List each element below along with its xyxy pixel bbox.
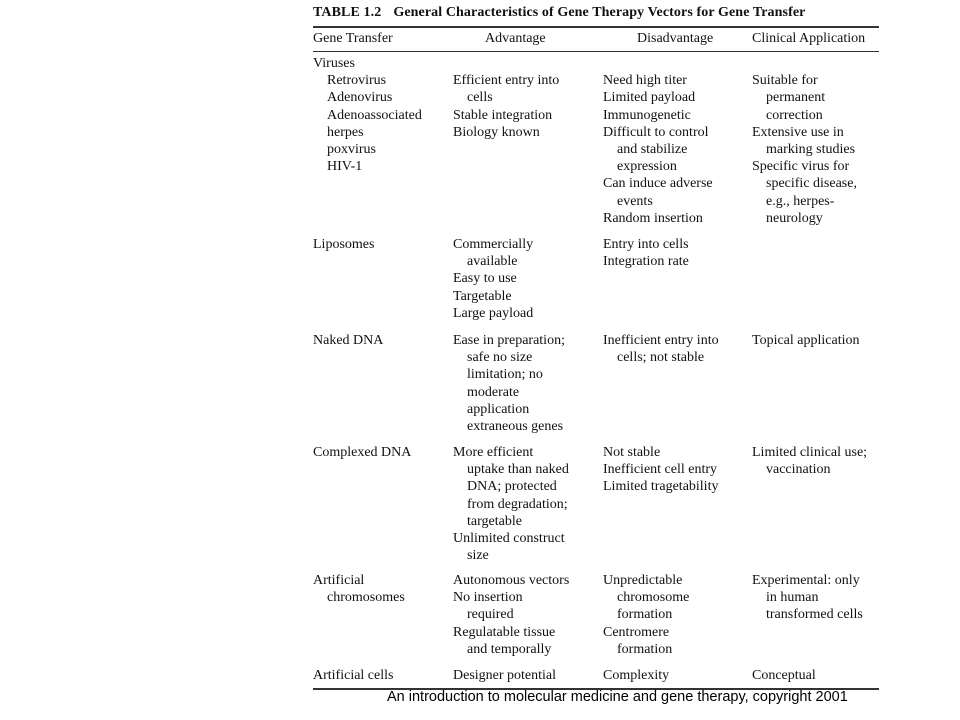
header-rule bbox=[313, 51, 879, 52]
cell-advantage bbox=[453, 332, 598, 435]
cell-line: application bbox=[467, 401, 530, 417]
cell-line: formation bbox=[617, 641, 673, 657]
cell-line: HIV-1 bbox=[327, 159, 363, 175]
cell-gene-transfer bbox=[313, 236, 448, 253]
cell-line: Stable integration bbox=[453, 107, 553, 123]
cell-line: chromosomes bbox=[327, 590, 405, 606]
cell-line bbox=[453, 55, 598, 72]
table-number: TABLE 1.2 bbox=[313, 5, 382, 20]
header-gene-transfer: Gene Transfer bbox=[313, 31, 393, 46]
cell-line: Autonomous vectors bbox=[453, 573, 570, 588]
cell-line: safe no size bbox=[467, 350, 533, 366]
header-disadvantage: Disadvantage bbox=[637, 31, 714, 46]
cell-line: and temporally bbox=[467, 641, 552, 657]
cell-line: extraneous genes bbox=[467, 418, 564, 434]
cell-line: neurology bbox=[766, 210, 823, 226]
cell-gene-transfer bbox=[313, 55, 448, 175]
source-citation: An introduction to molecular medicine and gene therapy, copyright 2001 bbox=[387, 689, 848, 705]
cell-line: chromosome bbox=[617, 590, 690, 606]
cell-disadvantage bbox=[603, 667, 748, 684]
cell-line: Experimental: only bbox=[752, 573, 860, 588]
cell-line: DNA; protected bbox=[467, 479, 557, 495]
cell-line: More efficient bbox=[453, 445, 534, 460]
cell-line: Specific virus for bbox=[752, 159, 850, 175]
cell-line: Unpredictable bbox=[603, 573, 683, 588]
cell-line: permanent bbox=[766, 90, 826, 106]
cell-advantage bbox=[453, 667, 598, 684]
cell-line: Artificial bbox=[313, 573, 365, 588]
cell-disadvantage bbox=[603, 236, 748, 270]
cell-advantage bbox=[453, 55, 598, 141]
cell-advantage bbox=[453, 444, 598, 564]
cell-advantage bbox=[453, 572, 598, 658]
cell-line: expression bbox=[617, 159, 677, 175]
cell-line bbox=[752, 55, 882, 72]
cell-line: Unlimited construct bbox=[453, 530, 565, 546]
cell-line: cells; not stable bbox=[617, 350, 705, 366]
cell-line: Not stable bbox=[603, 445, 661, 460]
cell-line: Efficient entry into bbox=[453, 73, 560, 89]
cell-clinical-application bbox=[752, 332, 882, 349]
cell-line: Suitable for bbox=[752, 73, 818, 89]
header-clinical-application: Clinical Application bbox=[752, 31, 866, 46]
cell-disadvantage bbox=[603, 444, 748, 496]
cell-clinical-application bbox=[752, 572, 882, 624]
cell-clinical-application bbox=[752, 444, 882, 478]
cell-gene-transfer bbox=[313, 667, 448, 684]
cell-disadvantage bbox=[603, 55, 748, 227]
cell-line: herpes bbox=[327, 124, 364, 140]
cell-line: vaccination bbox=[766, 462, 831, 478]
cell-line: Need high titer bbox=[603, 73, 687, 89]
cell-line: No insertion bbox=[453, 590, 523, 606]
cell-line: Extensive use in bbox=[752, 124, 844, 140]
cell-disadvantage bbox=[603, 332, 748, 366]
cell-line: Regulatable tissue bbox=[453, 624, 556, 640]
cell-line: Limited clinical use; bbox=[752, 445, 868, 460]
cell-line: Easy to use bbox=[453, 271, 517, 287]
cell-clinical-application bbox=[752, 55, 882, 227]
header-advantage: Advantage bbox=[485, 31, 546, 46]
cell-line: formation bbox=[617, 607, 673, 623]
cell-line: Random insertion bbox=[603, 210, 703, 226]
cell-line: Ease in preparation; bbox=[453, 333, 565, 348]
cell-line: cells bbox=[467, 90, 493, 106]
cell-line: events bbox=[617, 193, 653, 209]
cell-line: Adenoassociated bbox=[327, 107, 422, 123]
cell-line: Retrovirus bbox=[327, 73, 387, 89]
cell-line: Adenovirus bbox=[327, 90, 393, 106]
cell-line: and stabilize bbox=[617, 141, 688, 157]
cell-line: required bbox=[467, 607, 514, 623]
cell-line: transformed cells bbox=[766, 607, 863, 623]
cell-line: Integration rate bbox=[603, 254, 689, 270]
cell-line: available bbox=[467, 254, 518, 270]
cell-line: e.g., herpes- bbox=[766, 193, 835, 209]
cell-line: Targetable bbox=[453, 288, 512, 304]
cell-disadvantage bbox=[603, 572, 748, 658]
cell-line: size bbox=[467, 548, 489, 564]
cell-line: Conceptual bbox=[752, 668, 816, 683]
cell-gene-transfer bbox=[313, 444, 448, 461]
cell-line: Commercially bbox=[453, 237, 534, 252]
cell-line: Inefficient entry into bbox=[603, 333, 719, 348]
cell-line: Centromere bbox=[603, 624, 670, 640]
cell-line: Liposomes bbox=[313, 237, 375, 252]
cell-line: Immunogenetic bbox=[603, 107, 691, 123]
cell-advantage bbox=[453, 236, 598, 322]
cell-line: from degradation; bbox=[467, 496, 568, 512]
cell-gene-transfer bbox=[313, 332, 448, 349]
cell-line: Designer potential bbox=[453, 668, 557, 683]
cell-line: correction bbox=[766, 107, 823, 123]
cell-line: Difficult to control bbox=[603, 124, 709, 140]
cell-line: poxvirus bbox=[327, 141, 376, 157]
gene-therapy-table bbox=[313, 0, 879, 690]
cell-line: Biology known bbox=[453, 124, 540, 140]
cell-line: marking studies bbox=[766, 141, 856, 157]
cell-line: limitation; no bbox=[467, 367, 543, 383]
cell-line: in human bbox=[766, 590, 819, 606]
cell-line: Can induce adverse bbox=[603, 176, 713, 192]
cell-line: Naked DNA bbox=[313, 333, 384, 348]
cell-line: Viruses bbox=[313, 56, 355, 71]
cell-line: Entry into cells bbox=[603, 237, 689, 252]
cell-line: moderate bbox=[467, 384, 520, 400]
table-caption bbox=[313, 5, 806, 21]
cell-line: Artificial cells bbox=[313, 668, 394, 683]
cell-line: Complexed DNA bbox=[313, 445, 412, 460]
table-title: General Characteristics of Gene Therapy Vectors for Gene Transfer bbox=[393, 5, 806, 20]
cell-line: Complexity bbox=[603, 668, 670, 683]
cell-line: Inefficient cell entry bbox=[603, 462, 718, 478]
cell-line: Limited tragetability bbox=[603, 479, 719, 495]
cell-line: uptake than naked bbox=[467, 462, 569, 478]
cell-line: specific disease, bbox=[766, 176, 857, 192]
cell-gene-transfer bbox=[313, 572, 448, 606]
cell-clinical-application bbox=[752, 667, 882, 684]
cell-line bbox=[603, 55, 748, 72]
cell-line: targetable bbox=[467, 513, 522, 529]
cell-line: Large payload bbox=[453, 305, 534, 321]
cell-line: Limited payload bbox=[603, 90, 696, 106]
cell-line: Topical application bbox=[752, 333, 860, 348]
top-rule bbox=[313, 26, 879, 28]
